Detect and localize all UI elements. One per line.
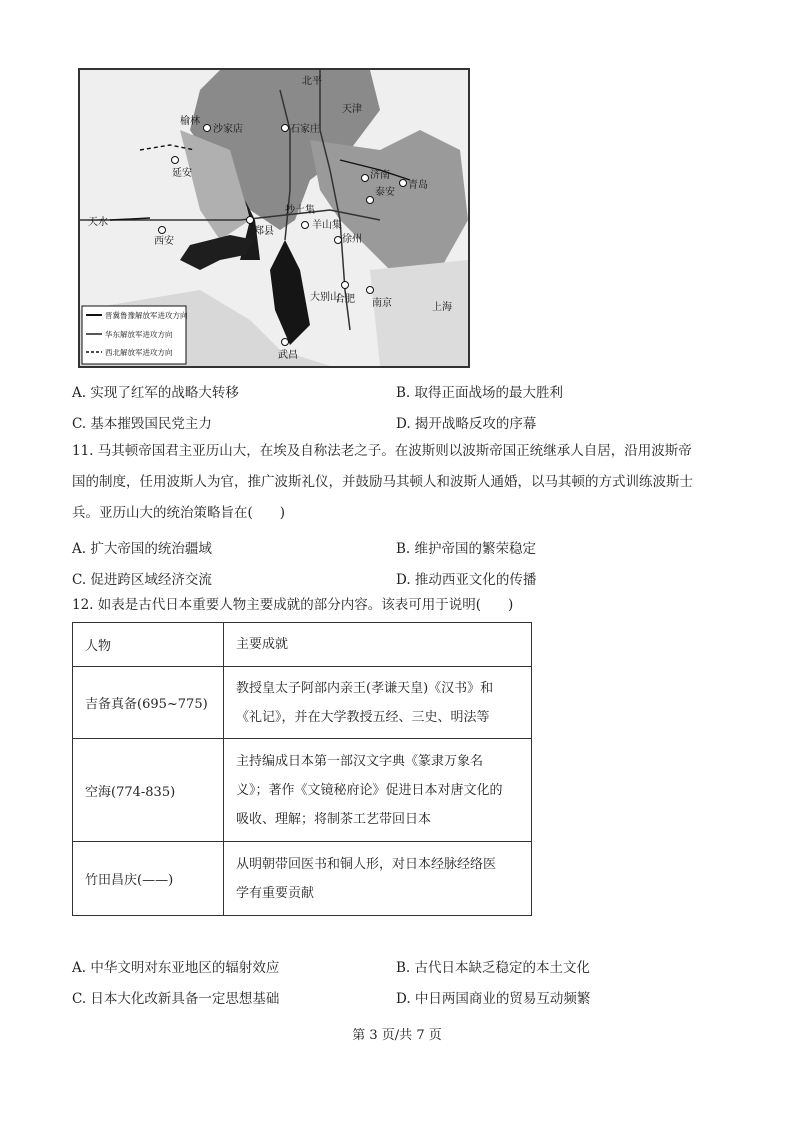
q11-stem-line-1: 11. 马其顿帝国君主亚历山大，在埃及自称法老之子。在波斯则以波斯帝国正统继承人自居，沿用波斯帝 <box>72 443 692 459</box>
label-shanghai: 上海 <box>432 302 452 313</box>
q11-option-a[interactable]: A. 扩大帝国的统治疆域 <box>72 541 212 557</box>
q11-stem-line-2: 国的制度，任用波斯人为官，推广波斯礼仪，并鼓励马其顿人和波斯人通婚，以马其顿的方式训练波斯士 <box>72 474 693 490</box>
achievement-line: 义》；著作《文镜秘府论》促进日本对唐文化的 <box>236 782 503 798</box>
label-shijiazhuang: 石家庄 <box>290 124 320 135</box>
achievement-line: 主持编成日本第一部汉文字典《篆隶万象名 <box>236 753 484 769</box>
label-xuzhou: 徐州 <box>342 234 362 245</box>
city-marker-xian <box>159 227 166 234</box>
achievement-line: 《礼记》，并在大学教授五经、三史、明法等 <box>236 709 490 725</box>
city-marker-yanan <box>172 157 179 164</box>
header-person: 人物 <box>73 623 224 667</box>
label-beiping: 北平 <box>302 76 322 87</box>
q10-option-c[interactable]: C. 基本摧毁国民党主力 <box>72 416 212 432</box>
label-taian: 泰安 <box>375 187 395 198</box>
q10-option-d[interactable]: D. 揭开战略反攻的序幕 <box>396 416 537 432</box>
q10-option-a[interactable]: A. 实现了红军的战略大转移 <box>72 385 239 401</box>
city-marker-xuzhou <box>335 237 342 244</box>
label-hefei: 合肥 <box>335 294 355 305</box>
city-marker-wuchang <box>282 339 289 346</box>
q12-option-a[interactable]: A. 中华文明对东亚地区的辐射效应 <box>72 960 280 976</box>
q11-option-b[interactable]: B. 维护帝国的繁荣稳定 <box>396 541 537 557</box>
q10-option-b[interactable]: B. 取得正面战场的最大胜利 <box>396 385 564 401</box>
map-drawing <box>80 70 468 366</box>
person-cell: 吉备真备(695~775) <box>73 667 224 739</box>
header-achievement: 主要成就 <box>224 623 532 667</box>
q12-option-c[interactable]: C. 日本大化改新具备一定思想基础 <box>72 991 280 1007</box>
achievement-line: 教授皇太子阿部内亲王(孝谦天皇)《汉书》和 <box>236 680 494 696</box>
city-marker-shatuji <box>302 222 309 229</box>
q12-stem: 12. 如表是古代日本重要人物主要成就的部分内容。该表可用于说明( ) <box>72 597 514 613</box>
achievement-line: 从明朝带回医书和铜人形，对日本经脉经络医 <box>236 856 497 872</box>
terrain-southeast <box>370 260 468 366</box>
label-yulin: 榆林 <box>180 116 200 127</box>
achievement-cell <box>224 842 532 916</box>
city-marker-shajiadian <box>204 125 211 132</box>
table-row <box>73 842 532 916</box>
label-wuchang: 武昌 <box>278 350 298 361</box>
achievement-line: 吸收、理解；将制茶工艺带回日本 <box>236 811 432 827</box>
q12-option-d[interactable]: D. 中日两国商业的贸易互动频繁 <box>396 991 591 1007</box>
q11-stem-line-3: 兵。亚历山大的统治策略旨在( ) <box>72 505 286 521</box>
person-cell: 竹田昌庆(——) <box>73 842 224 916</box>
city-marker-shijiazhuang <box>282 125 289 132</box>
table-row <box>73 667 532 739</box>
label-shajiadian: 沙家店 <box>213 124 243 135</box>
achievement-cell <box>224 739 532 842</box>
label-yangshanji: 羊山集 <box>312 220 342 231</box>
table-row <box>73 739 532 842</box>
achievement-line: 学有重要贡献 <box>236 885 315 901</box>
label-yanan: 延安 <box>172 168 192 179</box>
city-marker-taian <box>367 197 374 204</box>
military-map <box>78 68 470 368</box>
person-cell: 空海(774-835) <box>73 739 224 842</box>
label-tianshui: 天水 <box>88 217 108 228</box>
legend-item-xibei: 西北解放军进攻方向 <box>105 348 173 357</box>
city-marker-qingdao <box>400 180 407 187</box>
label-dabieshan: 大别山 <box>310 292 340 303</box>
city-marker-zhengxian <box>247 217 254 224</box>
legend-item-huadong: 华东解放军进攻方向 <box>105 330 173 339</box>
label-nanjing: 南京 <box>372 298 392 309</box>
city-marker-hefei <box>342 282 349 289</box>
page-number: 第 3 页/共 7 页 <box>352 1028 442 1043</box>
label-shatuji: 抄土集 <box>285 205 315 216</box>
q11-option-d[interactable]: D. 推动西亚文化的传播 <box>396 572 537 588</box>
label-jinan: 济南 <box>370 170 390 181</box>
city-marker-nanjing <box>367 287 374 294</box>
label-tianjin: 天津 <box>342 104 362 115</box>
achievement-cell <box>224 667 532 739</box>
table-header-row <box>73 623 532 667</box>
label-xian: 西安 <box>154 236 174 247</box>
legend-item-jinjiluyu: 晋冀鲁豫解放军进攻方向 <box>105 311 188 320</box>
city-marker-jinan <box>362 175 369 182</box>
label-qingdao: 青岛 <box>408 180 428 191</box>
q12-option-b[interactable]: B. 古代日本缺乏稳定的本土文化 <box>396 960 591 976</box>
achievements-table <box>72 622 532 916</box>
label-zhengxian: 郑县 <box>254 226 274 237</box>
q11-option-c[interactable]: C. 促进跨区域经济交流 <box>72 572 212 588</box>
